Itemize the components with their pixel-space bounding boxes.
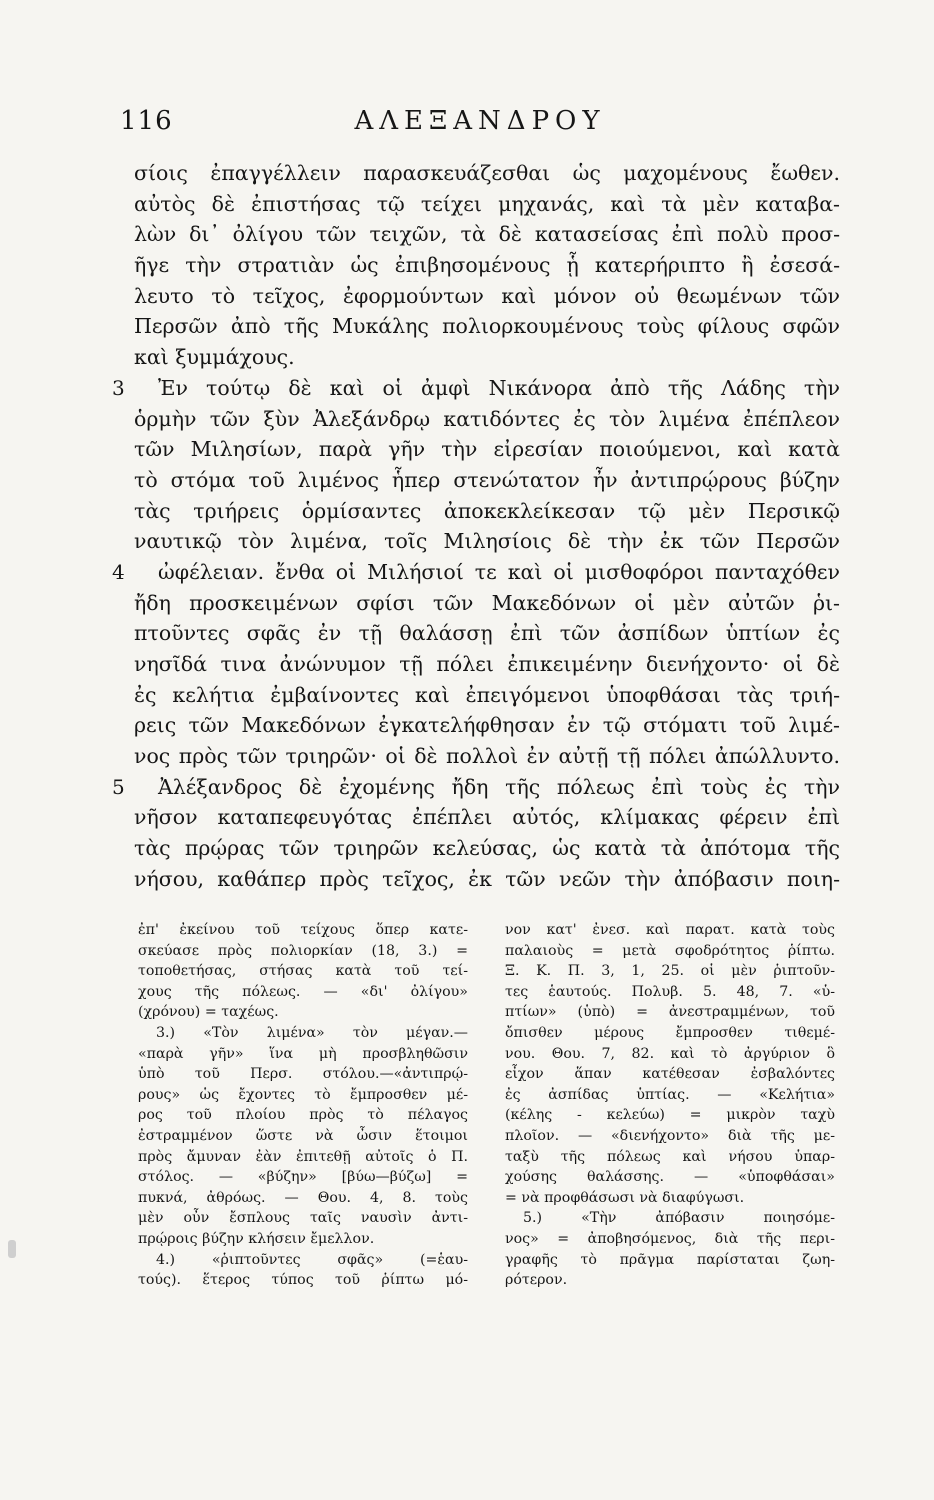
footnote-line: ρους» ὡς ἔχοντες τὸ ἔμπροσθεν μέ- (138, 1086, 468, 1103)
footnote-line: εἶχον ἅπαν κατέθεσαν ἐσβαλόντες (505, 1066, 835, 1083)
main-text-line (134, 864, 840, 895)
footnote-line: ἐστραμμένον ὥστε νὰ ὦσιν ἕτοιμοι (138, 1127, 468, 1144)
footnote-line: ταξὺ τῆς πόλεως καὶ νήσου ὑπαρ- (505, 1148, 835, 1165)
footnote-line: ἐς ἀσπίδας ὑπτίας. — «Κελήτια» (505, 1086, 835, 1103)
main-text-line (134, 680, 840, 711)
main-text-line (134, 802, 840, 833)
main-text-line (134, 434, 840, 465)
footnote-line: νου. Θου. 7, 82. καὶ τὸ ἀργύριον ὃ (505, 1045, 835, 1062)
footnote-line: στόλος. — «βύζην» [βύω—βύζω] = (138, 1169, 468, 1186)
main-text-line (134, 404, 840, 435)
main-text-content: ἐς κελήτια ἐμβαίνοντες καὶ ἐπειγόμενοι ὑποφθάσαι τὰς τριή- (134, 682, 840, 707)
main-text-content: Περσῶν ἀπὸ τῆς Μυκάλης πολιορκουμένους τοὺς φίλους σφῶν (134, 314, 840, 339)
page-smudge (8, 1240, 16, 1258)
main-text-line (134, 158, 840, 189)
main-text-content: σίοις ἐπαγγέλλειν παρασκευάζεσθαι ὡς μαχομένους ἔωθεν. (134, 161, 840, 185)
main-text-content: τὰς τριήρεις ὁρμίσαντες ἀποκεκλείκεσαν τῷ μὲν Περσικῷ (134, 498, 840, 523)
main-text-content: ὁρμὴν τῶν ξὺν Ἀλεξάνδρῳ κατιδόντες ἐς τὸν λιμένα ἐπέπλεον (134, 406, 840, 431)
footnote-line: παλαιοὺς = μετὰ σφοδρότητος ῥίπτω. (505, 942, 835, 959)
footnote-line: τες ἑαυτούς. Πολυβ. 5. 48, 7. «ὑ- (505, 983, 835, 1000)
main-text-content: τῶν Μιλησίων, παρὰ γῆν τὴν εἰρεσίαν ποιούμενοι, καὶ κατὰ (134, 437, 840, 462)
main-text-line (134, 588, 840, 619)
main-text-line (134, 219, 840, 250)
main-text-content: ρεις τῶν Μακεδόνων ἐγκατελήφθησαν ἐν τῷ στόματι τοῦ λιμέ- (134, 713, 840, 738)
footnote-line: ὑπὸ τοῦ Περσ. στόλου.—«ἀντιπρῴ- (138, 1066, 468, 1083)
main-text-line (134, 833, 840, 864)
footnote-line: ρότερον. (505, 1272, 568, 1289)
main-text-line (134, 649, 840, 680)
main-text-line (134, 281, 840, 312)
footnotes-right-column (505, 920, 835, 1291)
main-text-content: Ἀλέξανδρος δὲ ἐχομένης ἤδη τῆς πόλεως ἐπὶ τοὺς ἐς τὴν (158, 774, 840, 799)
footnote-line: Ξ. Κ. Π. 3, 1, 25. οἱ μὲν ῥιπτοῦν- (505, 963, 835, 980)
footnote-line: χους τῆς πόλεως. — «δι' ὀλίγου» (138, 983, 468, 1000)
main-text-content: νήσου, καθάπερ πρὸς τεῖχος, ἐκ τῶν νεῶν τὴν ἀπόβασιν ποιη- (134, 866, 840, 891)
page-header (120, 106, 840, 142)
main-text-content: λὼν δι᾽ ὀλίγου τῶν τειχῶν, τὰ δὲ κατασείσας ἐπὶ πολὺ προσ- (134, 222, 840, 247)
main-text-content: τὰς πρῴρας τῶν τριηρῶν κελεύσας, ὡς κατὰ τὰ ἀπότομα τῆς (134, 836, 840, 861)
footnote-line: ὄπισθεν μέρους ἔμπροσθεν τιθεμέ- (505, 1024, 835, 1041)
main-text-content: πτοῦντες σφᾶς ἐν τῇ θαλάσσῃ ἐπὶ τῶν ἀσπίδων ὑπτίων ἐς (134, 621, 840, 646)
footnote-line: σκεύασε πρὸς πολιορκίαν (18, 3.) = (138, 942, 468, 959)
main-text-line (112, 557, 840, 588)
main-text-content: τὸ στόμα τοῦ λιμένος ἧπερ στενώτατον ἦν ἀντιπρῴρους βύζην (134, 467, 840, 492)
main-text-content: καὶ ξυμμάχους. (134, 345, 295, 370)
footnote-line: (χρόνου) = ταχέως. (138, 1004, 279, 1021)
main-text-line (134, 618, 840, 649)
section-number: 4 (112, 559, 125, 584)
page-number: 116 (120, 106, 173, 136)
main-text-line (134, 189, 840, 220)
main-text-content: λευτο τὸ τεῖχος, ἐφορμούντων καὶ μόνον οὐ θεωμένων τῶν (134, 283, 840, 308)
main-text-content: ῆγε τὴν στρατιὰν ὡς ἐπιβησομένους ᾗ κατερήριπτο ἢ ἐσεσά- (134, 253, 840, 278)
footnote-line: πτίων» (ὑπὸ) = ἀνεστραμμένων, τοῦ (505, 1004, 835, 1021)
main-text-line (134, 250, 840, 281)
main-text-content: νῆσον καταπεφευγότας ἐπέπλει αὐτός, κλίμακας φέρειν ἐπὶ (134, 805, 840, 830)
main-text-content: νος πρὸς τῶν τριηρῶν· οἱ δὲ πολλοὶ ἐν αὐτῇ τῇ πόλει ἀπώλλυντο. (134, 744, 840, 769)
footnote-line: τούς). ἕτερος τύπος τοῦ ῥίπτω μό- (138, 1272, 468, 1289)
main-text (112, 158, 840, 895)
section-number: 5 (112, 774, 125, 799)
footnote-line: «παρὰ γῆν» ἵνα μὴ προσβληθῶσιν (138, 1045, 468, 1062)
main-text-content: νησῖδά τινα ἀνώνυμον τῇ πόλει ἐπικειμένην διενήχοντο· οἱ δὲ (134, 652, 840, 676)
running-title: ΑΛΕΞΑΝΔΡΟΥ (354, 106, 606, 136)
footnote-line: = νὰ προφθάσωσι νὰ διαφύγωσι. (505, 1189, 745, 1206)
footnotes-left-column (138, 920, 468, 1291)
main-text-line (134, 526, 840, 557)
footnote-line: 3.) «Τὸν λιμένα» τὸν μέγαν.— (156, 1024, 468, 1041)
main-text-line (134, 496, 840, 527)
footnote-line: γραφῆς τὸ πρᾶγμα παρίσταται ζωη- (505, 1251, 835, 1268)
footnote-line: πρῴροις βύζην κλήσειν ἔμελλον. (138, 1230, 375, 1247)
footnote-line: τοποθετήσας, στήσας κατὰ τοῦ τεί- (138, 963, 468, 980)
footnote-line: πρὸς ἄμυναν ἐὰν ἐπιτεθῇ αὐτοῖς ὁ Π. (138, 1148, 468, 1165)
footnote-line: (κέλης - κελεύω) = μικρὸν ταχὺ (505, 1107, 835, 1124)
footnote-line: 4.) «ῥιπτοῦντες σφᾶς» (=ἑαυ- (156, 1251, 468, 1268)
footnote-line: χούσης θαλάσσης. — «ὑποφθάσαι» (505, 1169, 835, 1186)
main-text-content: Ἐν τούτῳ δὲ καὶ οἱ ἀμφὶ Νικάνορα ἀπὸ τῆς Λάδης τὴν (158, 375, 840, 400)
main-text-line (134, 710, 840, 741)
main-text-line (134, 342, 840, 373)
footnote-line: ἐπ' ἐκείνου τοῦ τείχους ὅπερ κατε- (138, 922, 468, 938)
footnote-line: πυκνά, ἀθρόως. — Θου. 4, 8. τοὺς (138, 1189, 468, 1206)
main-text-line (134, 465, 840, 496)
main-text-content: αὐτὸς δὲ ἐπιστήσας τῷ τείχει μηχανάς, καὶ τὰ μὲν καταβα- (134, 191, 840, 216)
main-text-content: ναυτικῷ τὸν λιμένα, τοῖς Μιλησίοις δὲ τὴν ἐκ τῶν Περσῶν (134, 529, 840, 554)
main-text-line (134, 311, 840, 342)
main-text-line (112, 373, 840, 404)
footnote-line: πλοῖον. — «διενήχοντο» διὰ τῆς με- (505, 1127, 835, 1144)
footnote-line: 5.) «Τὴν ἀπόβασιν ποιησόμε- (523, 1210, 835, 1227)
section-number: 3 (112, 375, 125, 400)
footnote-line: νον κατ' ἐνεσ. καὶ παρατ. κατὰ τοὺς (505, 922, 835, 938)
footnote-line: νος» = ἀποβησόμενος, διὰ τῆς περι- (505, 1230, 835, 1247)
main-text-content: ὠφέλειαν. ἔνθα οἱ Μιλήσιοί τε καὶ οἱ μισθοφόροι πανταχόθεν (158, 559, 840, 584)
main-text-line (112, 772, 840, 803)
footnote-line: ρος τοῦ πλοίου πρὸς τὸ πέλαγος (138, 1107, 468, 1124)
main-text-content: ἤδη προσκειμένων σφίσι τῶν Μακεδόνων οἱ μὲν αὐτῶν ῥι- (134, 590, 840, 615)
main-text-line (134, 741, 840, 772)
footnote-line: μὲν οὖν ἔσπλους ταῖς ναυσὶν ἀντι- (138, 1210, 468, 1227)
